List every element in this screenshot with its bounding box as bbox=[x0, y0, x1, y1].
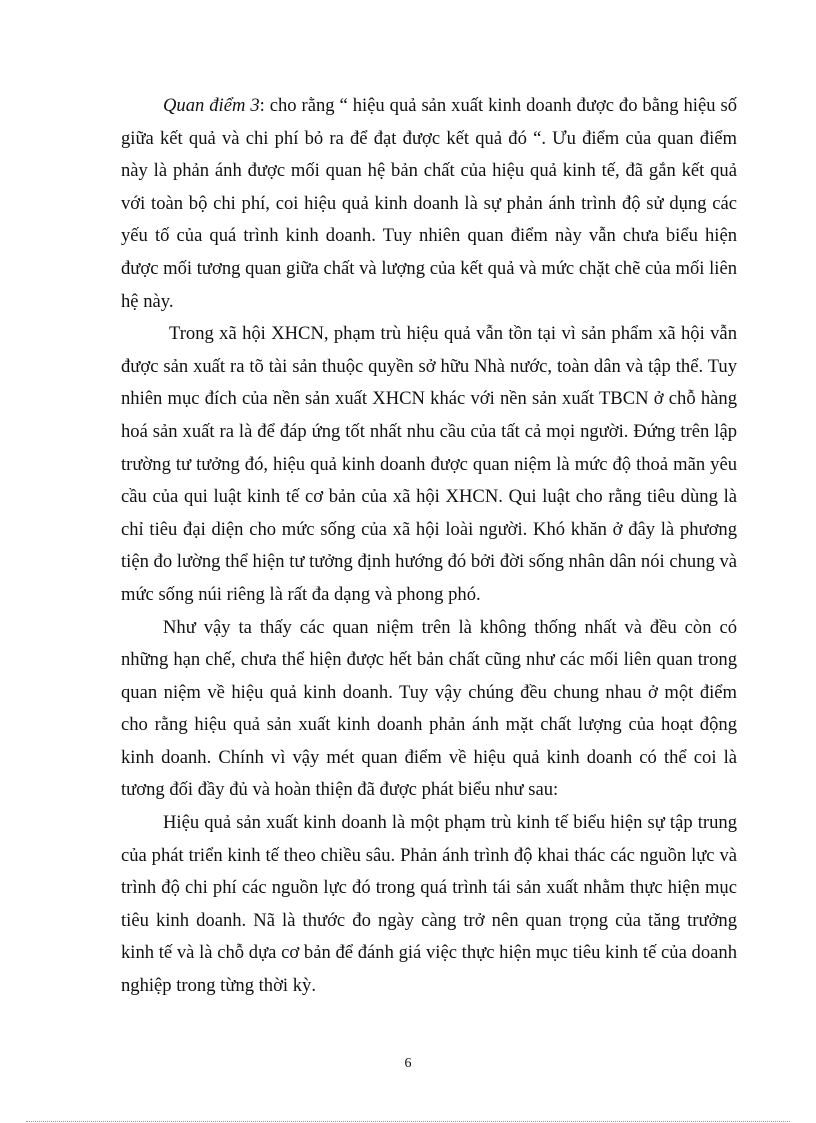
paragraph-1 bbox=[121, 90, 737, 318]
paragraph-4 bbox=[121, 807, 737, 1003]
paragraph-3-text: Như vậy ta thấy các quan niệm trên là không thống nhất và đều còn có những hạn chế, chưa thể hiện được hết bản chất cũng như các mối liên quan trong quan niệm về hiệu quả kinh doanh. Tuy vậy chúng đều chung nhau ở một điểm cho rằng hiệu quả sản xuất kinh doanh phản ánh mặt chất lượng của hoạt động kinh doanh. Chính vì vậy mét quan điểm về hiệu quả kinh doanh có thể coi là tương đối đầy đủ và hoàn thiện đã được phát biểu như sau: bbox=[121, 616, 737, 801]
paragraph-3 bbox=[121, 612, 737, 808]
document-body bbox=[121, 90, 737, 1003]
page-number: 6 bbox=[404, 1056, 412, 1071]
paragraph-4-text: Hiệu quả sản xuất kinh doanh là một phạm trù kinh tế biểu hiện sự tập trung của phát triển kinh tế theo chiều sâu. Phản ánh trình độ khai thác các nguồn lực và trình độ chi phí các nguồn lực đó trong quá trình tái sản xuất nhằm thực hiện mục tiêu kinh doanh. Nã là thước đo ngày càng trở nên quan trọng của tăng trưởng kinh tế và là chỗ dựa cơ bản để đánh giá việc thực hiện mục tiêu kinh tế của doanh nghiệp trong từng thời kỳ. bbox=[121, 812, 737, 997]
paragraph-2-text: Trong xã hội XHCN, phạm trù hiệu quả vẫn tồn tại vì sản phẩm xã hội vẫn được sản xuất ra tõ tài sản thuộc quyền sở hữu Nhà nước, toàn dân và tập thể. Tuy nhiên mục đích của nền sản xuất XHCN khác với nền sản xuất TBCN ở chỗ hàng hoá sản xuất ra là để đáp ứng tốt nhất nhu cầu của tất cả mọi người. Đứng trên lập trường tư tưởng đó, hiệu quả kinh doanh được quan niệm là mức độ thoả mãn yêu cầu của qui luật kinh tế cơ bản của xã hội XHCN. Qui luật cho rằng tiêu dùng là chỉ tiêu đại diện cho mức sống của xã hội loài người. Khó khăn ở đây là phương tiện đo lường thể hiện tư tưởng định hướng đó bởi đời sống nhân dân nói chung và mức sống núi riêng là rất đa dạng và phong phó. bbox=[121, 323, 737, 605]
page-bottom-divider bbox=[26, 1121, 790, 1122]
paragraph-1-lead: Quan điểm 3 bbox=[163, 95, 260, 116]
paragraph-1-text: : cho rằng “ hiệu quả sản xuất kinh doanh được đo bằng hiệu số giữa kết quả và chi phí bỏ ra để đạt được kết quả đó “. Ưu điểm của quan điểm này là phản ánh được mối quan hệ bản chất của hiệu quả kinh tế, đã gắn kết quả với toàn bộ chi phí, coi hiệu quả kinh doanh là sự phản ánh trình độ sử dụng các yếu tố của quá trình kinh doanh. Tuy nhiên quan điểm này vẫn chưa biểu hiện được mối tương quan giữa chất và lượng của kết quả và mức chặt chẽ của mối liên hệ này. bbox=[121, 95, 737, 312]
paragraph-2 bbox=[121, 318, 737, 611]
